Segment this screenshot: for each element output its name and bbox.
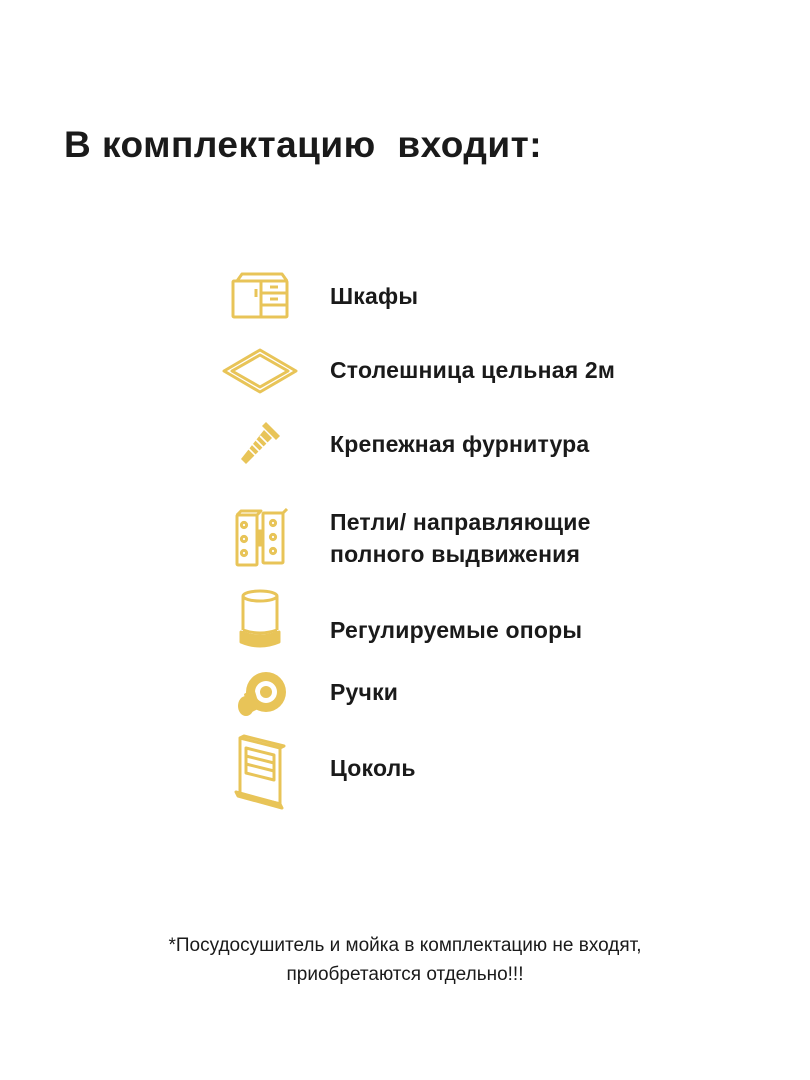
item-label: Шкафы	[330, 283, 419, 309]
adjustable-leg-icon	[218, 588, 302, 652]
item-label: Цоколь	[330, 755, 416, 781]
item-label: Регулируемые опоры	[330, 617, 583, 643]
footnote-line2: приобретаются отдельно!!!	[286, 964, 524, 985]
knob-handle-icon	[218, 668, 302, 722]
plinth-icon	[218, 734, 302, 810]
countertop-icon	[218, 345, 302, 397]
cabinet-icon	[218, 270, 302, 322]
item-label-line1: Петли/ направляющие	[330, 509, 591, 535]
hinge-icon	[218, 506, 302, 570]
footnote-line1: *Посудосушитель и мойка в комплектацию не входят,	[168, 935, 642, 956]
item-label-line2: полного выдвижения	[330, 541, 581, 567]
item-label: Столешница цельная 2м	[330, 357, 616, 383]
page-title: В комплектацию входит:	[64, 124, 543, 165]
footnote	[0, 931, 810, 989]
item-label: Ручки	[330, 679, 399, 705]
screw-icon	[218, 418, 302, 466]
item-label: Крепежная фурнитура	[330, 431, 590, 457]
